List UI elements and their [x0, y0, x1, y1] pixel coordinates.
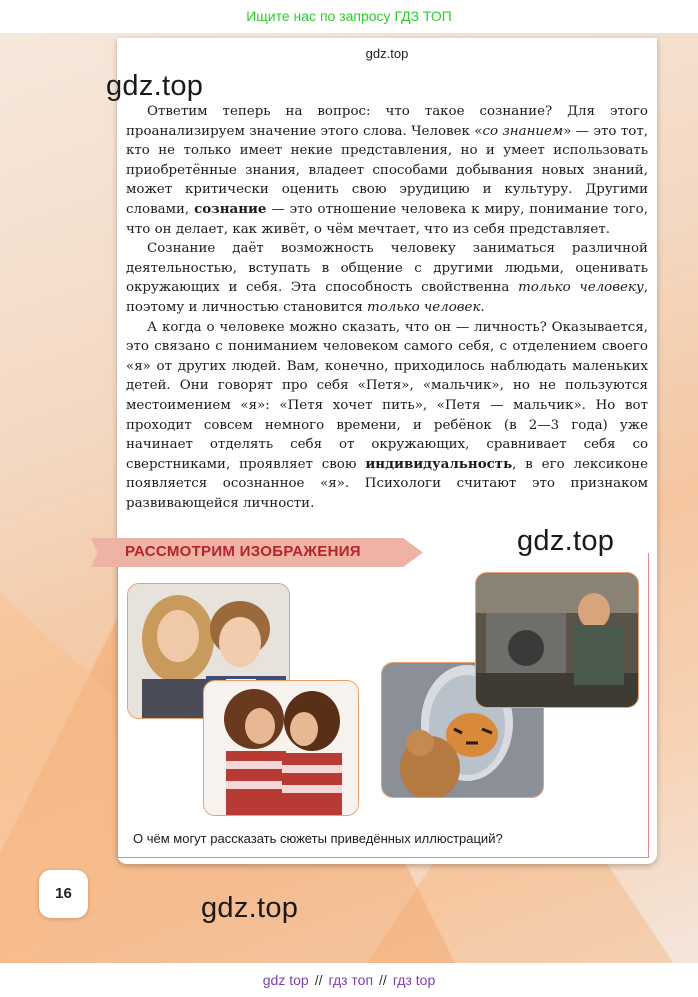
- top-ad-banner[interactable]: Ищите нас по запросу ГДЗ ТОП: [0, 0, 698, 33]
- footer-separator: //: [379, 972, 387, 988]
- body-text: [126, 102, 648, 513]
- watermark: gdz.top: [201, 892, 299, 924]
- footer-links: [0, 963, 698, 997]
- photo-girls: [203, 680, 359, 816]
- footer-link[interactable]: гдз top: [392, 972, 436, 988]
- page-number: 16: [39, 870, 88, 918]
- footer-link[interactable]: гдз топ: [328, 972, 374, 988]
- paragraph: А когда о человеке можно сказать, что он — личность? Оказывается, это связано с пониманием человеком самого себя, с отделением своего «я» от других людей. Вам, конечно, приходилось наблюдать маленьких детей. Они говорят про себя «Петя», «мальчик», но не пользуются местоимением «я»: «Петя хочет пить», «Петя — мальчик». Но вот проходит совсем немного времени, и ребёнок (в 2—3 года) уже начинает отделять себя от окружающих, сравнивает себя со сверстниками, проявляет свою индивидуальность, в его лексиконе появляется осознанное «я». Психологи считают это признаком развивающейся личности.: [126, 319, 648, 511]
- section-title: РАССМОТРИМ ИЗОБРАЖЕНИЯ: [125, 543, 361, 560]
- watermark: gdz.top: [106, 70, 204, 102]
- footer-separator: //: [314, 972, 323, 988]
- photo-craftsman: [475, 572, 639, 708]
- watermark: gdz.top: [517, 525, 615, 557]
- footer-link[interactable]: gdz top: [262, 972, 309, 988]
- section-caption: О чём могут рассказать сюжеты приведённых иллюстраций?: [133, 831, 503, 846]
- paragraph: Сознание даёт возможность человеку заниматься различной деятельностью, вступать в общение с другими людьми, оценивать окружающих и себя. Эта способность свойственна только человеку, поэтому и личностью становится только человек.: [126, 241, 648, 315]
- paragraph: Ответим теперь на вопрос: что такое сознание? Для этого проанализируем значение этого слова. Человек «со знанием» — это тот, кто не только имеет некие представления, но и умеет использовать приобретённые знания, владеет способами добывания новых знаний, может критически оценить свою эрудицию и культуру. Другими словами, сознание — это отношение человека к миру, понимание того, что он делает, как живёт, о чём мечтает, что из себя представляет.: [126, 104, 648, 237]
- page-header: gdz.top: [365, 46, 409, 61]
